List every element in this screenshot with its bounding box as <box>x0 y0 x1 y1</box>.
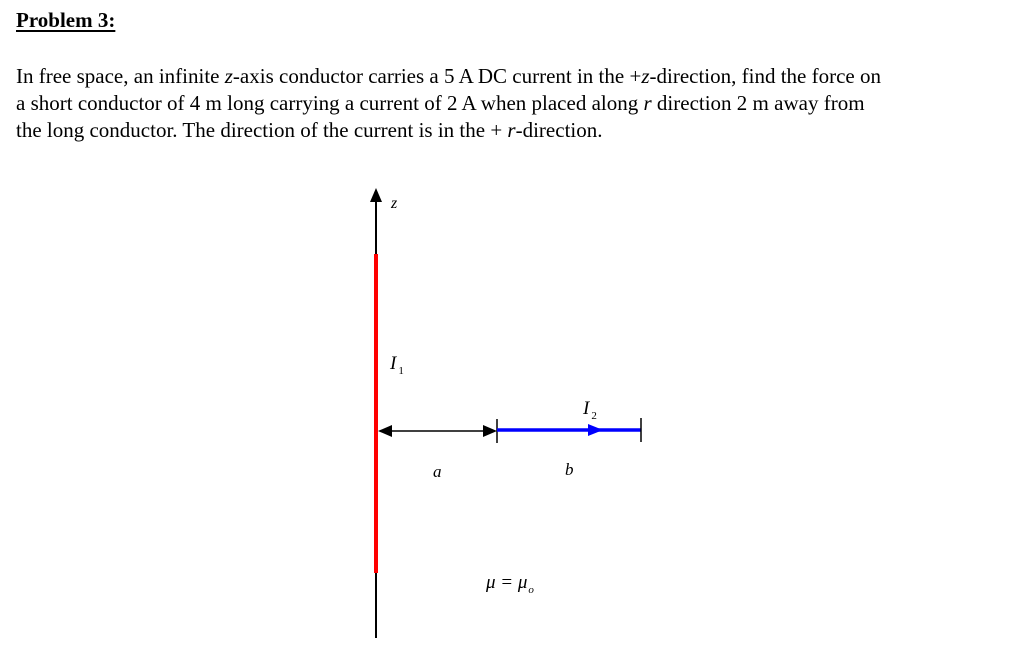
distance-a-label: a <box>433 462 442 481</box>
distance-a-arrow-right <box>483 425 497 437</box>
text-segment: In free space, an infinite <box>16 64 225 88</box>
current-i2-arrowhead <box>588 424 603 436</box>
current-i1-subscript: 1 <box>398 365 404 377</box>
current-i1-label <box>389 353 404 377</box>
current-i1-base: I <box>390 353 397 374</box>
permeability-main: μ = μ <box>486 572 528 593</box>
distance-a-arrow-left <box>378 425 392 437</box>
math-variable: r <box>507 118 516 142</box>
text-segment: the long conductor. The direction of the current is in the + <box>16 118 508 142</box>
math-variable: z <box>224 64 233 88</box>
text-segment: -direction. <box>515 118 603 142</box>
math-variable: z <box>641 64 650 88</box>
current-i2-subscript: 2 <box>591 410 597 422</box>
current-i2-base: I <box>583 398 590 419</box>
problem-title: Problem 3: <box>16 8 116 32</box>
text-segment: -direction, find the force on <box>649 64 881 88</box>
permeability-subscript: o <box>528 584 534 596</box>
text-segment: -axis conductor carries a 5 A DC current in the + <box>232 64 642 88</box>
z-axis-label: z <box>391 195 398 212</box>
text-segment: a short conductor of 4 m long carrying a current of 2 A when placed along <box>16 91 644 115</box>
permeability-label <box>485 572 534 596</box>
z-axis-arrowhead <box>370 188 382 202</box>
current-i2-label <box>582 398 597 422</box>
text-segment: direction 2 m away from <box>651 91 865 115</box>
length-b-label: b <box>565 460 574 479</box>
math-variable: r <box>643 91 652 115</box>
